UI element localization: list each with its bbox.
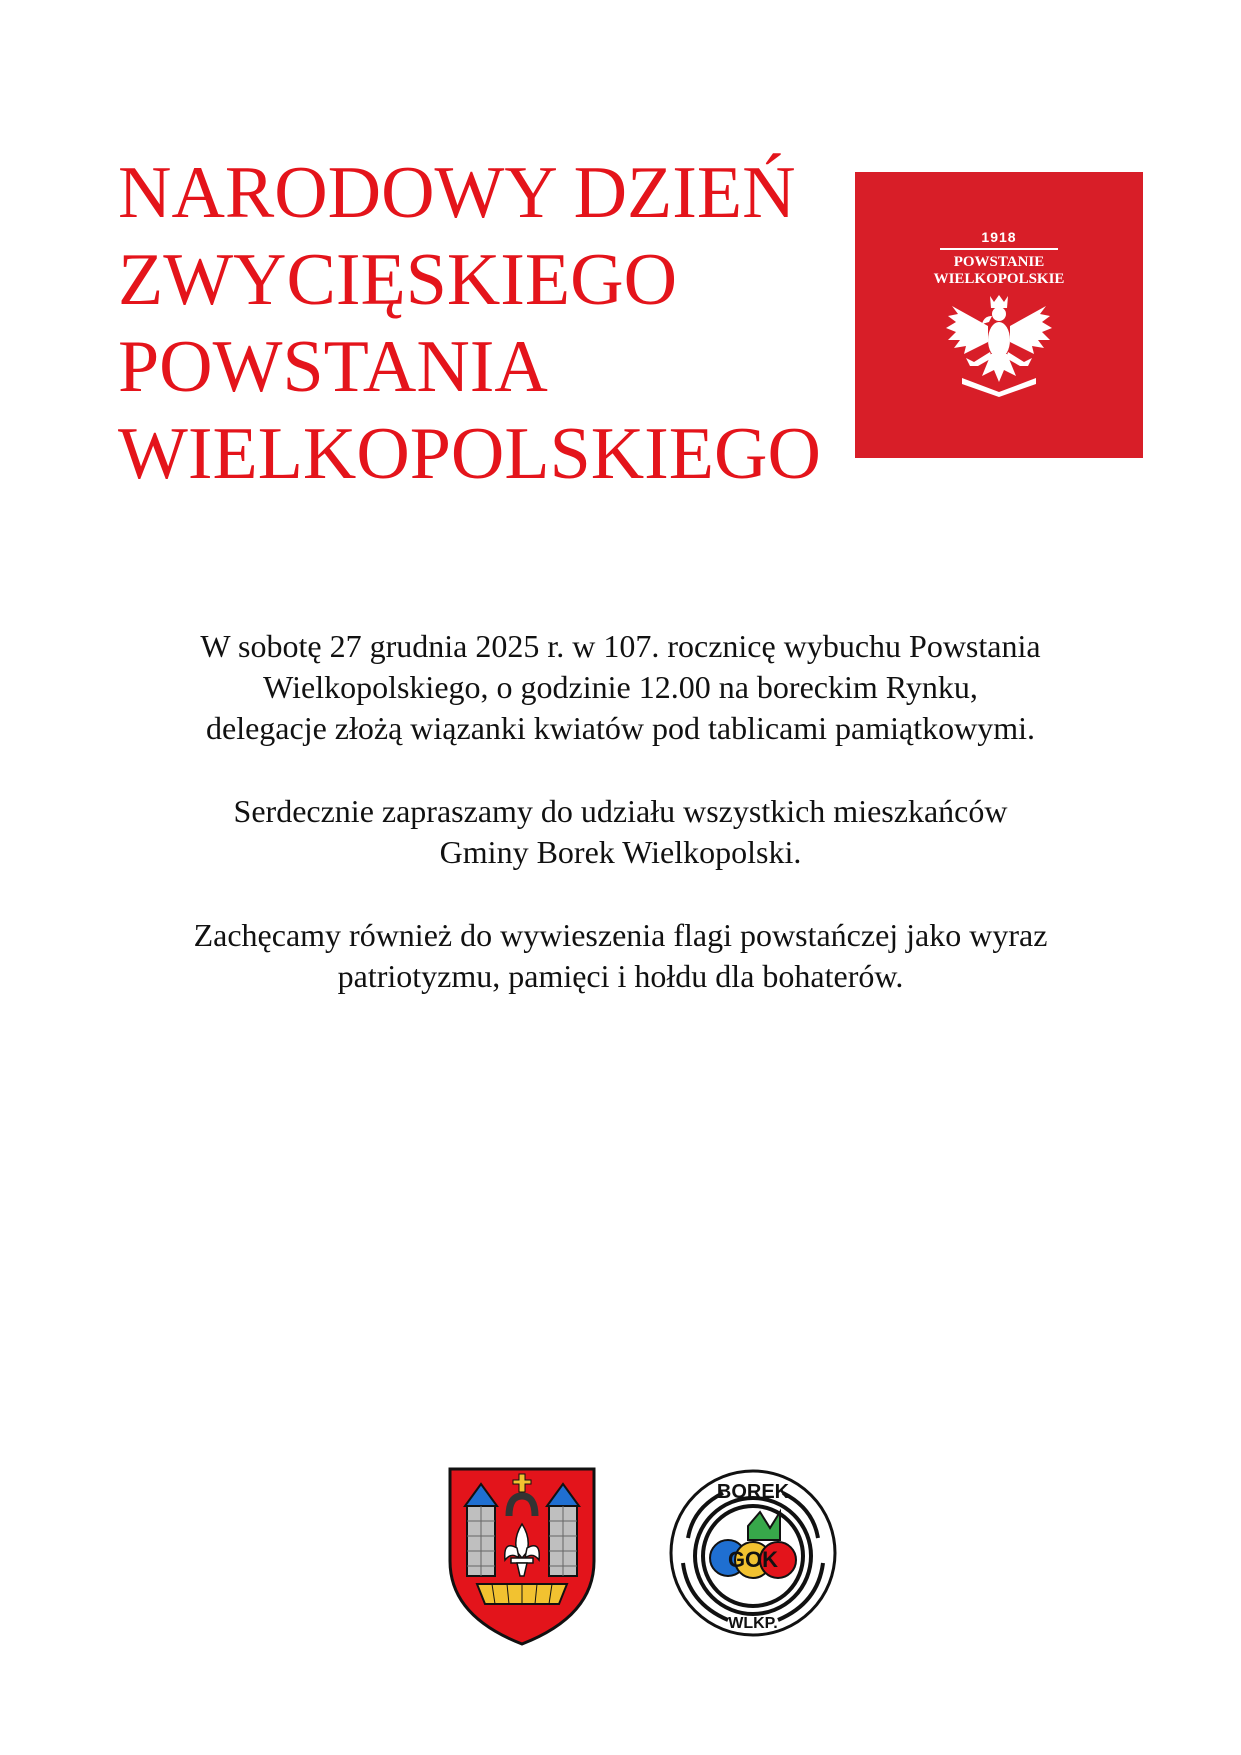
paragraph-3 [100, 915, 1141, 997]
white-eagle-icon [944, 292, 1054, 397]
text-line: delegacje złożą wiązanki kwiatów pod tablicami pamiątkowymi. [205, 710, 1036, 746]
borek-coat-of-arms-icon [447, 1466, 597, 1646]
gok-top-text: BOREK [716, 1481, 790, 1503]
title-line-1: NARODOWY DZIEŃ [118, 152, 796, 234]
text-line: Serdecznie zapraszamy do udziału wszystkich mieszkańców [233, 793, 1008, 829]
text-line: Gminy Borek Wielkopolski. [439, 834, 802, 870]
text-line: W sobotę 27 grudnia 2025 r. w 107. rocznicę wybuchu Powstania [200, 628, 1041, 664]
logo-text-line-1: POWSTANIE [953, 254, 1045, 270]
announcement-body [100, 626, 1141, 1039]
logo-divider [940, 248, 1058, 250]
text-line: Zachęcamy również do wywieszenia flagi powstańczej jako wyraz [193, 917, 1048, 953]
logo-year: 1918 [981, 229, 1017, 245]
paragraph-1 [100, 626, 1141, 749]
paragraph-2 [100, 791, 1141, 873]
text-line: patriotyzmu, pamięci i hołdu dla bohaterów. [337, 958, 904, 994]
title-line-2: ZWYCIĘSKIEGO [118, 239, 678, 321]
gok-bottom-text: WLKP. [728, 1615, 778, 1632]
text-line: Wielkopolskiego, o godzinie 12.00 na boreckim Rynku, [263, 669, 978, 705]
powstanie-wielkopolskie-logo [855, 172, 1143, 458]
title-line-4: WIELKOPOLSKIEGO [118, 413, 821, 495]
title-line-3: POWSTANIA [118, 326, 548, 408]
page-title [118, 150, 838, 498]
gok-letters: GOK [727, 1547, 779, 1572]
logo-text-line-2: WIELKOPOLSKIE [933, 271, 1065, 287]
gok-borek-logo-icon [668, 1468, 838, 1638]
